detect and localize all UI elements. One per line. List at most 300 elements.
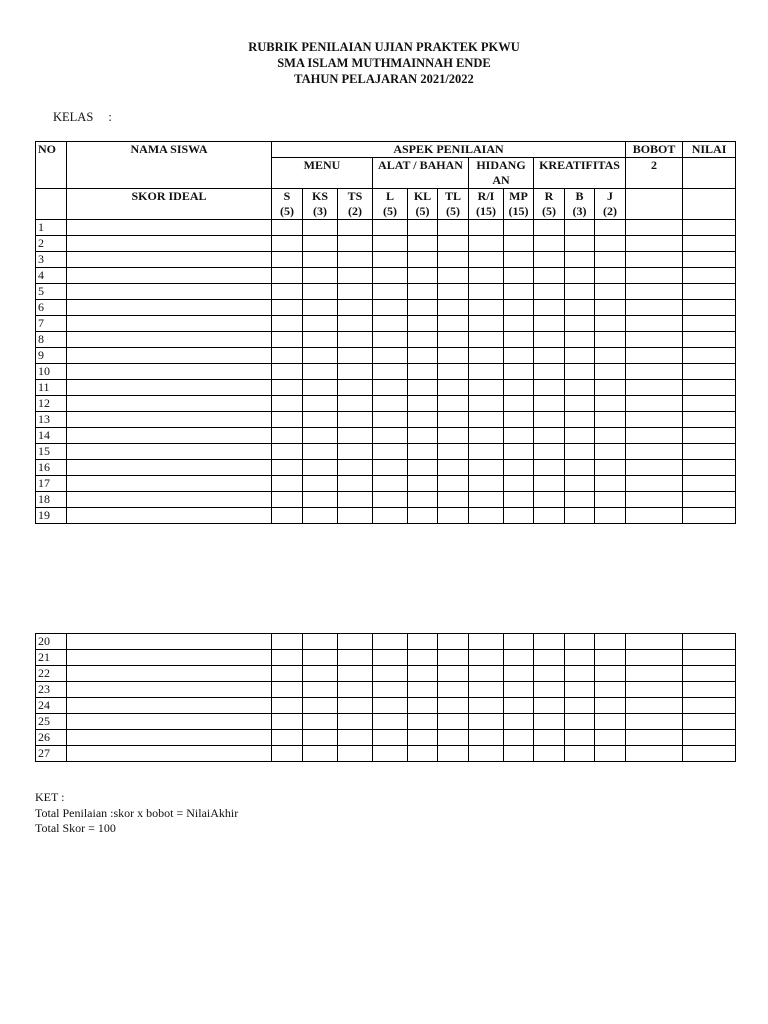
student-name-cell[interactable]: [67, 698, 272, 714]
score-cell[interactable]: [338, 236, 373, 252]
score-cell[interactable]: [438, 492, 469, 508]
score-cell[interactable]: [438, 746, 469, 762]
student-name-cell[interactable]: [67, 396, 272, 412]
score-cell[interactable]: [408, 252, 438, 268]
student-name-cell[interactable]: [67, 316, 272, 332]
score-cell[interactable]: [504, 492, 534, 508]
score-cell[interactable]: [338, 332, 373, 348]
score-cell[interactable]: [595, 268, 626, 284]
score-cell[interactable]: [626, 508, 683, 524]
score-cell[interactable]: [408, 348, 438, 364]
score-cell[interactable]: [338, 284, 373, 300]
score-cell[interactable]: [504, 460, 534, 476]
score-cell[interactable]: [303, 268, 338, 284]
score-cell[interactable]: [469, 634, 504, 650]
score-cell[interactable]: [438, 730, 469, 746]
score-cell[interactable]: [469, 730, 504, 746]
score-cell[interactable]: [303, 444, 338, 460]
score-cell[interactable]: [408, 714, 438, 730]
score-cell[interactable]: [438, 300, 469, 316]
score-cell[interactable]: [534, 268, 565, 284]
score-cell[interactable]: [626, 746, 683, 762]
score-cell[interactable]: [534, 476, 565, 492]
score-cell[interactable]: [303, 236, 338, 252]
score-cell[interactable]: [565, 746, 595, 762]
score-cell[interactable]: [534, 364, 565, 380]
score-cell[interactable]: [595, 476, 626, 492]
score-cell[interactable]: [373, 666, 408, 682]
student-name-cell[interactable]: [67, 364, 272, 380]
score-cell[interactable]: [565, 300, 595, 316]
score-cell[interactable]: [534, 220, 565, 236]
student-name-cell[interactable]: [67, 220, 272, 236]
score-cell[interactable]: [438, 508, 469, 524]
score-cell[interactable]: [683, 634, 736, 650]
score-cell[interactable]: [565, 268, 595, 284]
score-cell[interactable]: [408, 284, 438, 300]
score-cell[interactable]: [565, 252, 595, 268]
score-cell[interactable]: [565, 634, 595, 650]
score-cell[interactable]: [469, 396, 504, 412]
score-cell[interactable]: [438, 332, 469, 348]
score-cell[interactable]: [272, 666, 303, 682]
score-cell[interactable]: [303, 364, 338, 380]
score-cell[interactable]: [373, 730, 408, 746]
score-cell[interactable]: [272, 300, 303, 316]
score-cell[interactable]: [626, 492, 683, 508]
score-cell[interactable]: [469, 380, 504, 396]
score-cell[interactable]: [469, 300, 504, 316]
student-name-cell[interactable]: [67, 284, 272, 300]
score-cell[interactable]: [504, 682, 534, 698]
score-cell[interactable]: [595, 730, 626, 746]
score-cell[interactable]: [565, 316, 595, 332]
score-cell[interactable]: [272, 492, 303, 508]
score-cell[interactable]: [683, 316, 736, 332]
score-cell[interactable]: [303, 396, 338, 412]
score-cell[interactable]: [504, 316, 534, 332]
score-cell[interactable]: [595, 714, 626, 730]
score-cell[interactable]: [438, 412, 469, 428]
student-name-cell[interactable]: [67, 252, 272, 268]
score-cell[interactable]: [683, 492, 736, 508]
score-cell[interactable]: [469, 650, 504, 666]
score-cell[interactable]: [438, 220, 469, 236]
score-cell[interactable]: [626, 396, 683, 412]
score-cell[interactable]: [303, 428, 338, 444]
student-name-cell[interactable]: [67, 666, 272, 682]
score-cell[interactable]: [626, 682, 683, 698]
score-cell[interactable]: [373, 284, 408, 300]
score-cell[interactable]: [338, 492, 373, 508]
score-cell[interactable]: [469, 364, 504, 380]
score-cell[interactable]: [504, 746, 534, 762]
student-name-cell[interactable]: [67, 746, 272, 762]
score-cell[interactable]: [338, 252, 373, 268]
score-cell[interactable]: [683, 714, 736, 730]
score-cell[interactable]: [595, 698, 626, 714]
score-cell[interactable]: [595, 316, 626, 332]
score-cell[interactable]: [469, 236, 504, 252]
score-cell[interactable]: [565, 476, 595, 492]
score-cell[interactable]: [534, 666, 565, 682]
score-cell[interactable]: [683, 364, 736, 380]
score-cell[interactable]: [303, 508, 338, 524]
score-cell[interactable]: [565, 380, 595, 396]
score-cell[interactable]: [373, 444, 408, 460]
score-cell[interactable]: [272, 746, 303, 762]
score-cell[interactable]: [303, 284, 338, 300]
score-cell[interactable]: [683, 444, 736, 460]
score-cell[interactable]: [534, 492, 565, 508]
score-cell[interactable]: [373, 412, 408, 428]
score-cell[interactable]: [338, 682, 373, 698]
score-cell[interactable]: [373, 252, 408, 268]
score-cell[interactable]: [626, 284, 683, 300]
score-cell[interactable]: [373, 682, 408, 698]
score-cell[interactable]: [272, 508, 303, 524]
score-cell[interactable]: [534, 428, 565, 444]
score-cell[interactable]: [303, 316, 338, 332]
score-cell[interactable]: [626, 428, 683, 444]
score-cell[interactable]: [373, 634, 408, 650]
score-cell[interactable]: [565, 332, 595, 348]
score-cell[interactable]: [303, 252, 338, 268]
score-cell[interactable]: [469, 460, 504, 476]
score-cell[interactable]: [272, 268, 303, 284]
score-cell[interactable]: [303, 666, 338, 682]
score-cell[interactable]: [373, 332, 408, 348]
score-cell[interactable]: [534, 444, 565, 460]
score-cell[interactable]: [438, 460, 469, 476]
score-cell[interactable]: [408, 682, 438, 698]
score-cell[interactable]: [438, 380, 469, 396]
score-cell[interactable]: [438, 634, 469, 650]
score-cell[interactable]: [272, 444, 303, 460]
score-cell[interactable]: [272, 714, 303, 730]
score-cell[interactable]: [504, 444, 534, 460]
score-cell[interactable]: [338, 428, 373, 444]
student-name-cell[interactable]: [67, 634, 272, 650]
score-cell[interactable]: [338, 364, 373, 380]
score-cell[interactable]: [534, 252, 565, 268]
score-cell[interactable]: [504, 714, 534, 730]
score-cell[interactable]: [338, 348, 373, 364]
score-cell[interactable]: [469, 252, 504, 268]
score-cell[interactable]: [272, 428, 303, 444]
score-cell[interactable]: [373, 746, 408, 762]
score-cell[interactable]: [534, 460, 565, 476]
score-cell[interactable]: [469, 284, 504, 300]
score-cell[interactable]: [338, 730, 373, 746]
score-cell[interactable]: [338, 380, 373, 396]
student-name-cell[interactable]: [67, 300, 272, 316]
score-cell[interactable]: [626, 412, 683, 428]
score-cell[interactable]: [408, 650, 438, 666]
student-name-cell[interactable]: [67, 380, 272, 396]
score-cell[interactable]: [534, 316, 565, 332]
score-cell[interactable]: [626, 380, 683, 396]
score-cell[interactable]: [595, 348, 626, 364]
score-cell[interactable]: [626, 476, 683, 492]
score-cell[interactable]: [373, 460, 408, 476]
score-cell[interactable]: [408, 300, 438, 316]
score-cell[interactable]: [469, 348, 504, 364]
score-cell[interactable]: [595, 332, 626, 348]
score-cell[interactable]: [595, 650, 626, 666]
score-cell[interactable]: [504, 508, 534, 524]
score-cell[interactable]: [683, 460, 736, 476]
score-cell[interactable]: [565, 714, 595, 730]
score-cell[interactable]: [373, 268, 408, 284]
score-cell[interactable]: [534, 348, 565, 364]
score-cell[interactable]: [565, 492, 595, 508]
score-cell[interactable]: [469, 332, 504, 348]
score-cell[interactable]: [338, 412, 373, 428]
score-cell[interactable]: [408, 332, 438, 348]
score-cell[interactable]: [303, 682, 338, 698]
score-cell[interactable]: [272, 634, 303, 650]
score-cell[interactable]: [504, 650, 534, 666]
score-cell[interactable]: [683, 348, 736, 364]
score-cell[interactable]: [272, 460, 303, 476]
score-cell[interactable]: [595, 252, 626, 268]
score-cell[interactable]: [408, 268, 438, 284]
score-cell[interactable]: [303, 380, 338, 396]
score-cell[interactable]: [272, 364, 303, 380]
score-cell[interactable]: [534, 698, 565, 714]
score-cell[interactable]: [438, 428, 469, 444]
score-cell[interactable]: [469, 714, 504, 730]
score-cell[interactable]: [534, 284, 565, 300]
student-name-cell[interactable]: [67, 508, 272, 524]
score-cell[interactable]: [626, 460, 683, 476]
score-cell[interactable]: [408, 316, 438, 332]
score-cell[interactable]: [438, 364, 469, 380]
score-cell[interactable]: [373, 492, 408, 508]
score-cell[interactable]: [534, 650, 565, 666]
score-cell[interactable]: [595, 428, 626, 444]
score-cell[interactable]: [438, 268, 469, 284]
score-cell[interactable]: [504, 412, 534, 428]
score-cell[interactable]: [683, 380, 736, 396]
score-cell[interactable]: [438, 714, 469, 730]
score-cell[interactable]: [373, 236, 408, 252]
score-cell[interactable]: [504, 300, 534, 316]
score-cell[interactable]: [303, 412, 338, 428]
score-cell[interactable]: [438, 252, 469, 268]
score-cell[interactable]: [303, 460, 338, 476]
score-cell[interactable]: [626, 634, 683, 650]
score-cell[interactable]: [272, 220, 303, 236]
score-cell[interactable]: [565, 220, 595, 236]
score-cell[interactable]: [272, 252, 303, 268]
score-cell[interactable]: [338, 508, 373, 524]
score-cell[interactable]: [504, 268, 534, 284]
score-cell[interactable]: [565, 364, 595, 380]
student-name-cell[interactable]: [67, 332, 272, 348]
score-cell[interactable]: [373, 300, 408, 316]
score-cell[interactable]: [534, 634, 565, 650]
score-cell[interactable]: [373, 396, 408, 412]
score-cell[interactable]: [626, 666, 683, 682]
score-cell[interactable]: [272, 284, 303, 300]
score-cell[interactable]: [338, 444, 373, 460]
score-cell[interactable]: [303, 634, 338, 650]
score-cell[interactable]: [595, 300, 626, 316]
student-name-cell[interactable]: [67, 348, 272, 364]
score-cell[interactable]: [469, 682, 504, 698]
score-cell[interactable]: [438, 236, 469, 252]
student-name-cell[interactable]: [67, 476, 272, 492]
score-cell[interactable]: [683, 236, 736, 252]
score-cell[interactable]: [626, 444, 683, 460]
score-cell[interactable]: [534, 332, 565, 348]
score-cell[interactable]: [595, 666, 626, 682]
score-cell[interactable]: [683, 428, 736, 444]
score-cell[interactable]: [504, 666, 534, 682]
score-cell[interactable]: [504, 698, 534, 714]
score-cell[interactable]: [683, 396, 736, 412]
score-cell[interactable]: [683, 666, 736, 682]
score-cell[interactable]: [408, 236, 438, 252]
score-cell[interactable]: [626, 730, 683, 746]
score-cell[interactable]: [272, 396, 303, 412]
score-cell[interactable]: [272, 380, 303, 396]
score-cell[interactable]: [565, 650, 595, 666]
score-cell[interactable]: [272, 316, 303, 332]
score-cell[interactable]: [303, 332, 338, 348]
student-name-cell[interactable]: [67, 730, 272, 746]
score-cell[interactable]: [373, 476, 408, 492]
score-cell[interactable]: [303, 220, 338, 236]
score-cell[interactable]: [595, 492, 626, 508]
score-cell[interactable]: [408, 428, 438, 444]
score-cell[interactable]: [408, 444, 438, 460]
score-cell[interactable]: [373, 508, 408, 524]
score-cell[interactable]: [565, 666, 595, 682]
score-cell[interactable]: [469, 220, 504, 236]
score-cell[interactable]: [595, 236, 626, 252]
score-cell[interactable]: [373, 316, 408, 332]
score-cell[interactable]: [338, 746, 373, 762]
score-cell[interactable]: [683, 252, 736, 268]
score-cell[interactable]: [438, 316, 469, 332]
score-cell[interactable]: [272, 698, 303, 714]
score-cell[interactable]: [534, 412, 565, 428]
score-cell[interactable]: [408, 396, 438, 412]
score-cell[interactable]: [373, 364, 408, 380]
score-cell[interactable]: [565, 682, 595, 698]
score-cell[interactable]: [565, 284, 595, 300]
score-cell[interactable]: [626, 650, 683, 666]
score-cell[interactable]: [534, 746, 565, 762]
score-cell[interactable]: [272, 236, 303, 252]
score-cell[interactable]: [408, 492, 438, 508]
score-cell[interactable]: [683, 508, 736, 524]
score-cell[interactable]: [408, 476, 438, 492]
score-cell[interactable]: [469, 476, 504, 492]
score-cell[interactable]: [683, 300, 736, 316]
score-cell[interactable]: [408, 634, 438, 650]
score-cell[interactable]: [373, 698, 408, 714]
score-cell[interactable]: [272, 682, 303, 698]
score-cell[interactable]: [504, 476, 534, 492]
student-name-cell[interactable]: [67, 412, 272, 428]
score-cell[interactable]: [683, 412, 736, 428]
score-cell[interactable]: [504, 332, 534, 348]
score-cell[interactable]: [338, 650, 373, 666]
score-cell[interactable]: [272, 332, 303, 348]
score-cell[interactable]: [408, 666, 438, 682]
score-cell[interactable]: [373, 428, 408, 444]
score-cell[interactable]: [408, 730, 438, 746]
score-cell[interactable]: [534, 508, 565, 524]
score-cell[interactable]: [338, 666, 373, 682]
score-cell[interactable]: [504, 236, 534, 252]
score-cell[interactable]: [683, 476, 736, 492]
score-cell[interactable]: [565, 508, 595, 524]
score-cell[interactable]: [373, 380, 408, 396]
score-cell[interactable]: [565, 412, 595, 428]
score-cell[interactable]: [504, 730, 534, 746]
score-cell[interactable]: [408, 220, 438, 236]
score-cell[interactable]: [683, 220, 736, 236]
score-cell[interactable]: [469, 492, 504, 508]
score-cell[interactable]: [565, 698, 595, 714]
score-cell[interactable]: [504, 428, 534, 444]
score-cell[interactable]: [272, 730, 303, 746]
score-cell[interactable]: [595, 460, 626, 476]
score-cell[interactable]: [373, 714, 408, 730]
score-cell[interactable]: [303, 746, 338, 762]
score-cell[interactable]: [338, 476, 373, 492]
score-cell[interactable]: [626, 252, 683, 268]
score-cell[interactable]: [626, 332, 683, 348]
score-cell[interactable]: [408, 460, 438, 476]
score-cell[interactable]: [438, 698, 469, 714]
score-cell[interactable]: [272, 412, 303, 428]
student-name-cell[interactable]: [67, 236, 272, 252]
score-cell[interactable]: [338, 300, 373, 316]
score-cell[interactable]: [338, 316, 373, 332]
score-cell[interactable]: [438, 666, 469, 682]
score-cell[interactable]: [534, 682, 565, 698]
score-cell[interactable]: [408, 380, 438, 396]
score-cell[interactable]: [595, 508, 626, 524]
score-cell[interactable]: [534, 300, 565, 316]
score-cell[interactable]: [438, 650, 469, 666]
score-cell[interactable]: [504, 634, 534, 650]
score-cell[interactable]: [626, 698, 683, 714]
score-cell[interactable]: [338, 698, 373, 714]
score-cell[interactable]: [504, 348, 534, 364]
score-cell[interactable]: [626, 348, 683, 364]
score-cell[interactable]: [469, 316, 504, 332]
score-cell[interactable]: [469, 666, 504, 682]
score-cell[interactable]: [683, 698, 736, 714]
score-cell[interactable]: [626, 220, 683, 236]
score-cell[interactable]: [565, 460, 595, 476]
score-cell[interactable]: [595, 380, 626, 396]
student-name-cell[interactable]: [67, 428, 272, 444]
student-name-cell[interactable]: [67, 682, 272, 698]
score-cell[interactable]: [504, 364, 534, 380]
score-cell[interactable]: [469, 412, 504, 428]
score-cell[interactable]: [565, 730, 595, 746]
score-cell[interactable]: [469, 428, 504, 444]
score-cell[interactable]: [272, 476, 303, 492]
